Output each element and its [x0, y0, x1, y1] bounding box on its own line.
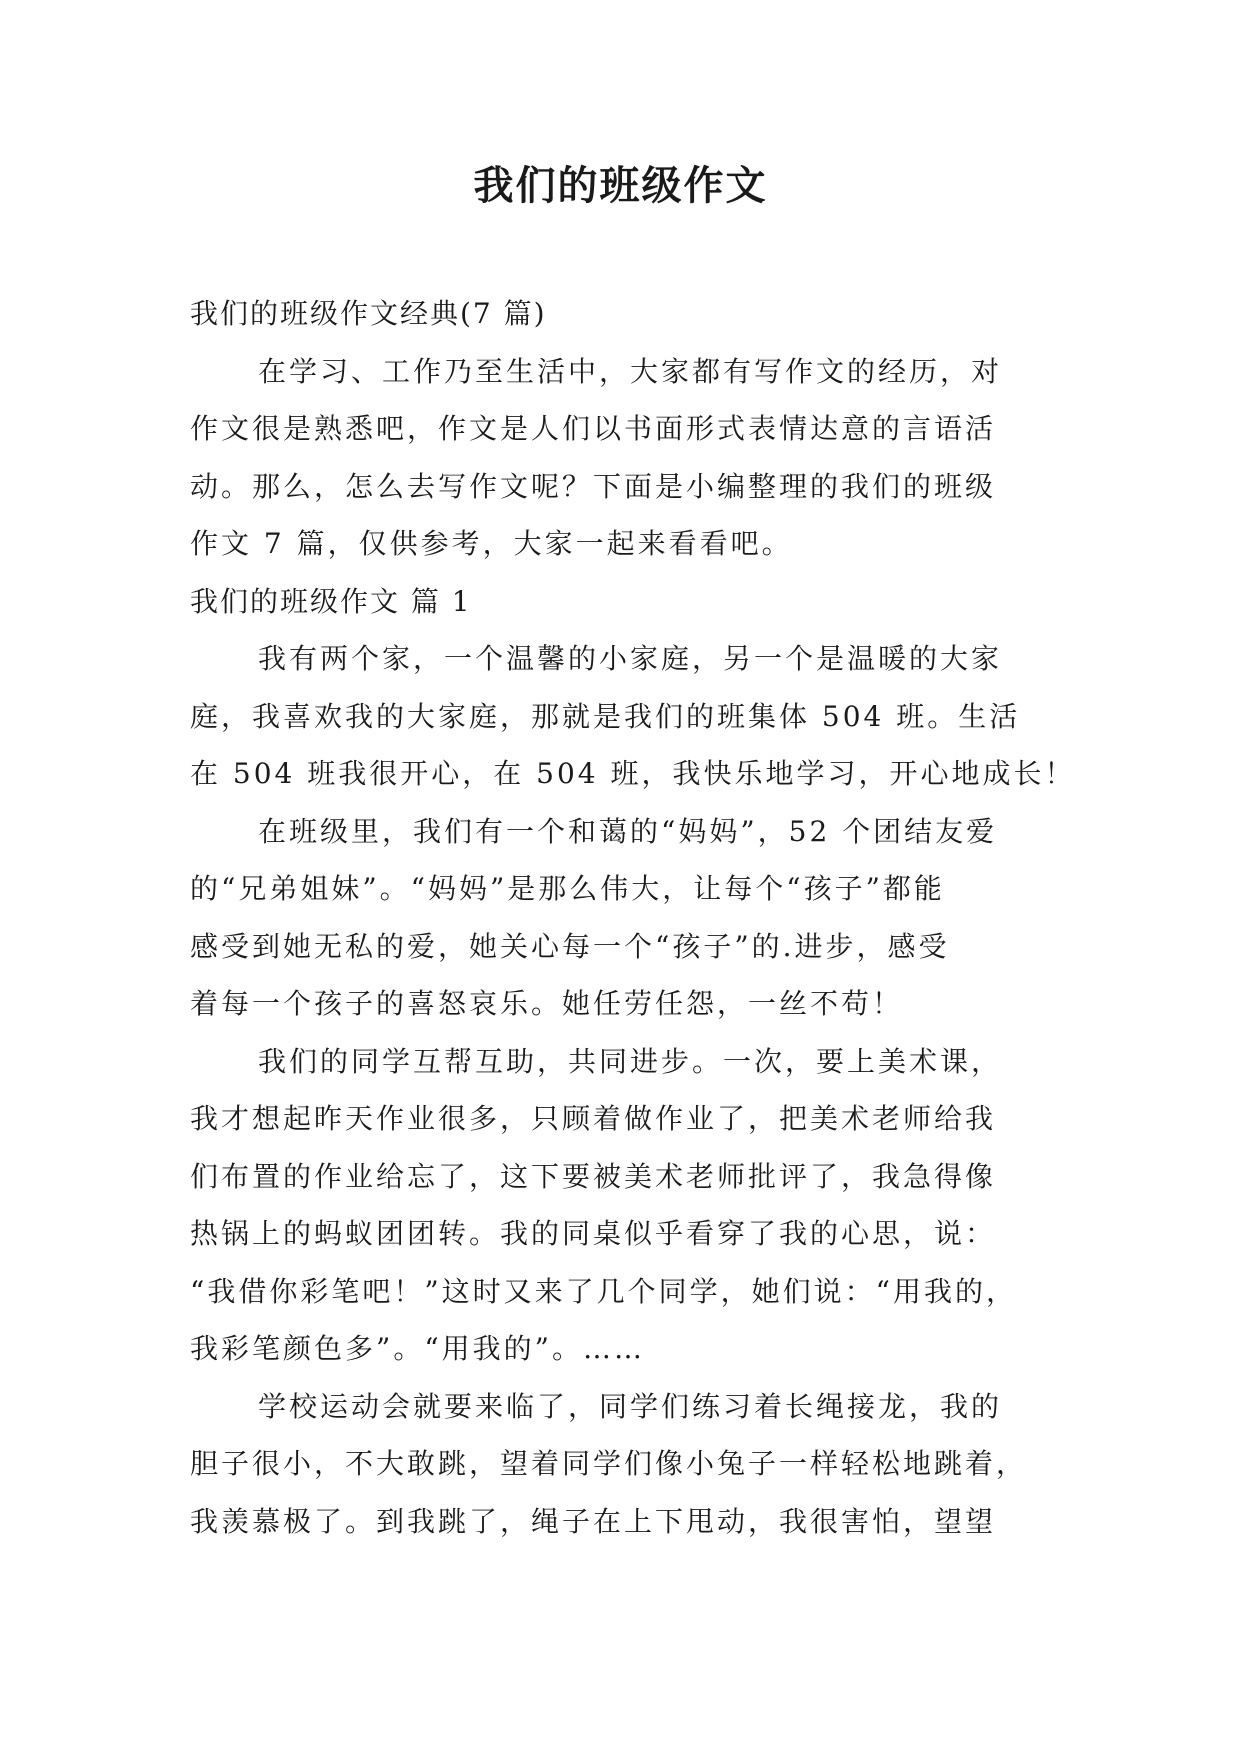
- paragraph-line: 我有两个家，一个温馨的小家庭，另一个是温暖的大家: [258, 642, 1003, 675]
- section-heading: 我们的班级作文 篇 1: [190, 584, 472, 618]
- paragraph-line: “我借你彩笔吧！”这时又来了几个同学，她们说：“用我的，: [190, 1274, 1017, 1308]
- paragraph-line: 我们的同学互帮互助，共同进步。一次，要上美术课，: [258, 1044, 1003, 1078]
- paragraph-line: 我羡慕极了。到我跳了，绳子在上下甩动，我很害怕，望望: [190, 1504, 997, 1538]
- paragraph-line: 的“兄弟姐妹”。“妈妈”是那么伟大，让每个“孩子”都能: [190, 872, 945, 905]
- document-title: 我们的班级作文: [473, 162, 768, 209]
- paragraph-line: 我才想起昨天作业很多，只顾着做作业了，把美术老师给我: [190, 1102, 997, 1135]
- paragraph-line: 着每一个孩子的喜怒哀乐。她任劳任怨，一丝不苟！: [190, 987, 904, 1020]
- paragraph-line: 在班级里，我们有一个和蔼的“妈妈”，52 个团结友爱: [258, 814, 998, 848]
- paragraph-line: 作文很是熟悉吧，作文是人们以书面形式表情达意的言语活: [190, 412, 997, 445]
- paragraph-line: 热锅上的蚂蚁团团转。我的同桌似乎看穿了我的心思，说：: [190, 1217, 997, 1250]
- section-heading: 我们的班级作文经典(7 篇): [190, 297, 547, 330]
- paragraph-line: 在学习、工作乃至生活中，大家都有写作文的经历，对: [258, 354, 1003, 388]
- paragraph-line: 动。那么，怎么去写作文呢？下面是小编整理的我们的班级: [190, 469, 997, 503]
- paragraph-line: 作文 7 篇，仅供参考，大家一起来看看吧。: [190, 527, 793, 560]
- paragraph-line: 学校运动会就要来临了，同学们练习着长绳接龙，我的: [258, 1389, 1003, 1423]
- paragraph-line: 感受到她无私的爱，她关心每一个“孩子”的.进步，感受: [190, 929, 950, 963]
- document-body: [190, 285, 1076, 1550]
- paragraph-line: 们布置的作业给忘了，这下要被美术老师批评了，我急得像: [190, 1159, 997, 1193]
- paragraph-line: 庭，我喜欢我的大家庭，那就是我们的班集体 504 班。生活: [190, 699, 1021, 733]
- paragraph-line: 我彩笔颜色多”。“用我的”。……: [190, 1332, 645, 1365]
- paragraph-line: 胆子很小，不大敢跳，望着同学们像小兔子一样轻松地跳着，: [190, 1447, 1028, 1480]
- paragraph-line: 在 504 班我很开心，在 504 班，我快乐地学习，开心地成长！: [190, 757, 1076, 790]
